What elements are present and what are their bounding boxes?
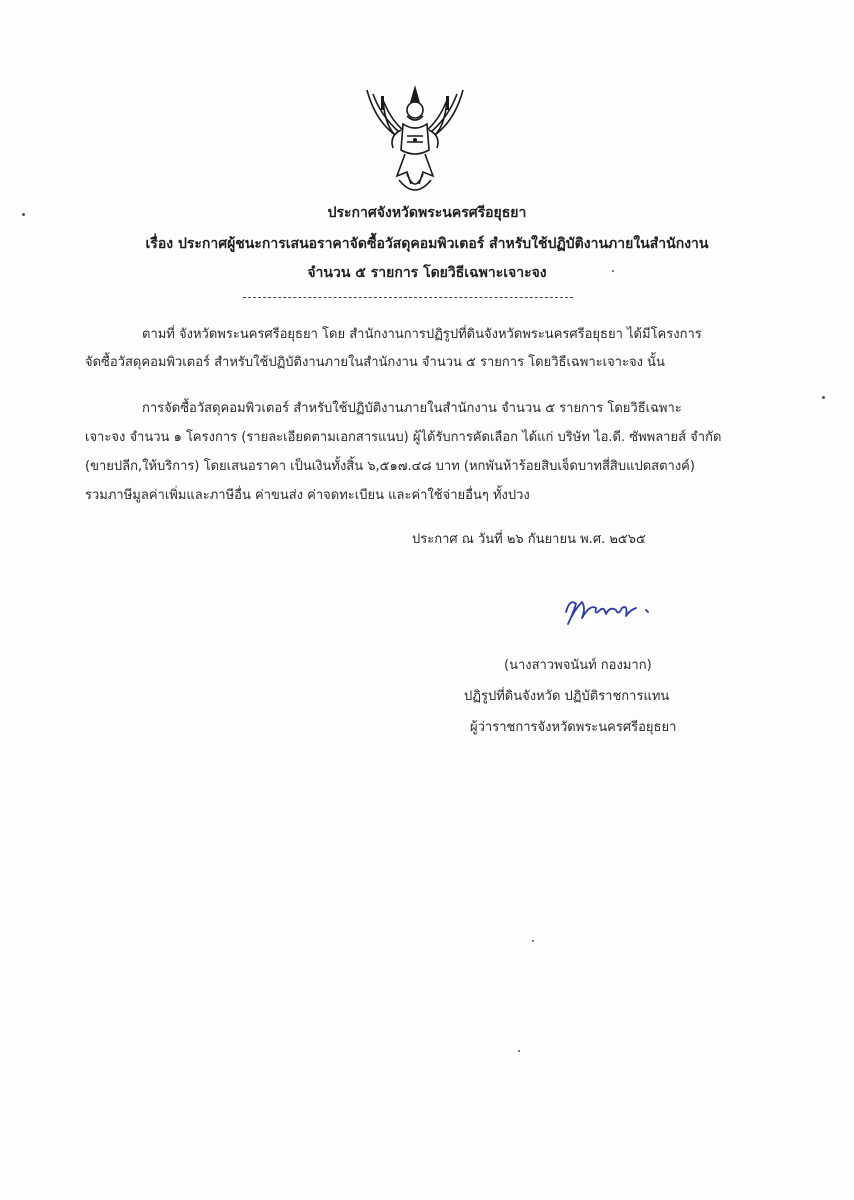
paragraph-2-line-1: การจัดซื้อวัสดุคอมพิวเตอร์ สำหรับใช้ปฏิบัติงานภายในสำนักงาน จำนวน ๕ รายการ โดยวิธีเฉพาะ bbox=[142, 401, 682, 416]
scan-speck bbox=[518, 1050, 520, 1052]
signatory-position-2: ผู้ว่าราชการจังหวัดพระนครศรีอยุธยา bbox=[470, 720, 677, 735]
scan-speck bbox=[532, 940, 534, 942]
paragraph-1-line-1: ตามที่ จังหวัดพระนครศรีอยุธยา โดย สำนักงานการปฏิรูปที่ดินจังหวัดพระนครศรีอยุธยา ได้มีโครงการ bbox=[142, 327, 702, 342]
signatory-name: (นางสาวพจนันท์ กองมาก) bbox=[504, 658, 652, 673]
document-subject-line2: จำนวน ๕ รายการ โดยวิธีเฉพาะเจาะจง bbox=[307, 265, 547, 281]
scan-speck bbox=[612, 270, 614, 272]
divider bbox=[243, 297, 573, 298]
paragraph-2-line-2: เจาะจง จำนวน ๑ โครงการ (รายละเอียดตามเอกสารแนบ) ผู้ได้รับการคัดเลือก ได้แก่ บริษัท ไอ.ดี. ซัพพลายส์ จำกัด bbox=[85, 430, 722, 445]
paragraph-1-line-2: จัดซื้อวัสดุคอมพิวเตอร์ สำหรับใช้ปฏิบัติงานภายในสำนักงาน จำนวน ๕ รายการ โดยวิธีเฉพาะเจาะจง นั้น bbox=[85, 355, 665, 370]
document-subject: เรื่อง ประกาศผู้ชนะการเสนอราคาจัดซื้อวัสดุคอมพิวเตอร์ สำหรับใช้ปฏิบัติงานภายในสำนักงาน bbox=[145, 236, 709, 252]
document-title: ประกาศจังหวัดพระนครศรีอยุธยา bbox=[327, 205, 527, 221]
paragraph-2-line-4: รวมภาษีมูลค่าเพิ่มและภาษีอื่น ค่าขนส่ง ค่าจดทะเบียน และค่าใช้จ่ายอื่นๆ ทั้งปวง bbox=[85, 488, 530, 503]
handwritten-signature-icon bbox=[560, 590, 670, 630]
paragraph-2-line-3: (ขายปลีก,ให้บริการ) โดยเสนอราคา เป็นเงินทั้งสิ้น ๖,๕๑๗.๔๘ บาท (หกพันห้าร้อยสิบเจ็ดบาทสี่สิบแปดสตางค์) bbox=[85, 459, 695, 474]
announcement-date: ประกาศ ณ วันที่ ๒๖ กันยายน พ.ศ. ๒๕๖๕ bbox=[412, 532, 646, 547]
garuda-emblem-icon bbox=[355, 80, 475, 200]
signatory-position: ปฏิรูปที่ดินจังหวัด ปฏิบัติราชการแทน bbox=[464, 689, 670, 704]
scan-speck bbox=[22, 213, 25, 216]
scan-speck bbox=[822, 396, 825, 399]
